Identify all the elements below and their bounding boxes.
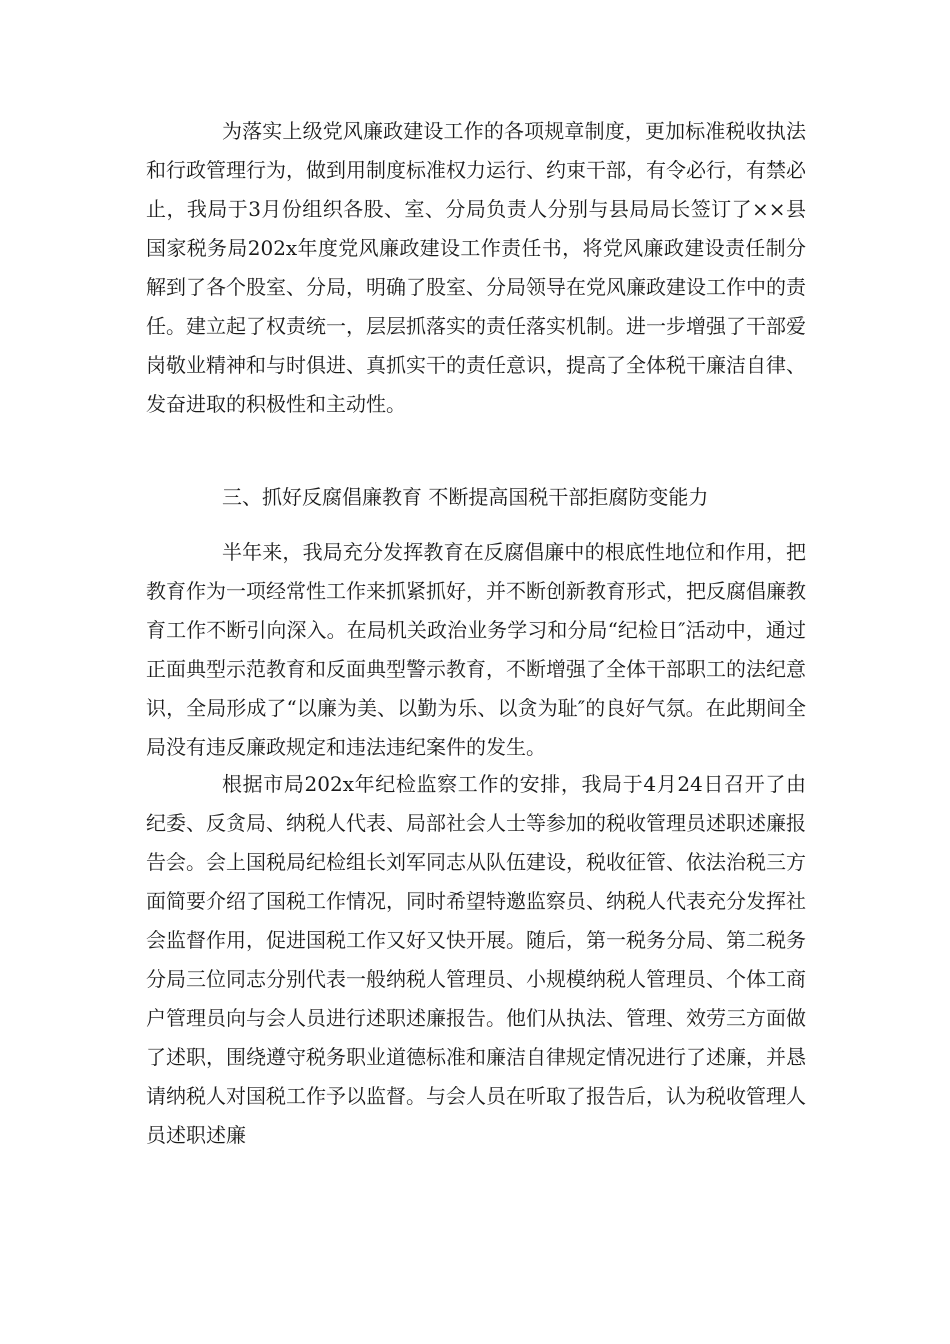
section-heading-three: 三、抓好反腐倡廉教育 不断提高国税干部拒腐防变能力	[222, 485, 709, 509]
body-paragraph-report-meeting: 根据市局202x年纪检监察工作的安排，我局于4月24日召开了由纪委、反贪局、纳税人代表、局部社会人士等参加的税收管理员述职述廉报告会。会上国税局纪检组长刘军同志从队伍建设，税收征管、依法治税三方面简要介绍了国税工作情况，同时希望特邀监察员、纳税人代表充分发挥社会监督作用，促进国税工作又好又快开展。随后，第一税务分局、第二税务分局三位同志分别代表一般纳税人管理员、小规模纳税人管理员、个体工商户管理员向与会人员进行述职述廉报告。他们从执法、管理、效劳三方面做了述职，围绕遵守税务职业道德标准和廉洁自律规定情况进行了述廉，并恳请纳税人对国税工作予以监督。与会人员在听取了报告后，认为税收管理人员述职述廉	[146, 772, 806, 1147]
body-paragraph-responsibility: 为落实上级党风廉政建设工作的各项规章制度，更加标准税收执法和行政管理行为，做到用制度标准权力运行、约束干部，有令必行，有禁必止，我局于3月份组织各股、室、分局负责人分别与县局局长签订了××县国家税务局202x年度党风廉政建设工作责任书，将党风廉政建设责任制分解到了各个股室、分局，明确了股室、分局领导在党风廉政建设工作中的责任。建立起了权责统一，层层抓落实的责任落实机制。进一步增强了干部爱岗敬业精神和与时俱进、真抓实干的责任意识，提高了全体税干廉洁自律、发奋进取的积极性和主动性。	[146, 119, 806, 416]
body-paragraph-education: 半年来，我局充分发挥教育在反腐倡廉中的根底性地位和作用，把教育作为一项经常性工作来抓紧抓好，并不断创新教育形式，把反腐倡廉教育工作不断引向深入。在局机关政治业务学习和分局“纪检日″活动中，通过正面典型示范教育和反面典型警示教育，不断增强了全体干部职工的法纪意识，全局形成了“以廉为美、以勤为乐、以贪为耻″的良好气氛。在此期间全局没有违反廉政规定和违法违纪案件的发生。	[146, 540, 806, 759]
